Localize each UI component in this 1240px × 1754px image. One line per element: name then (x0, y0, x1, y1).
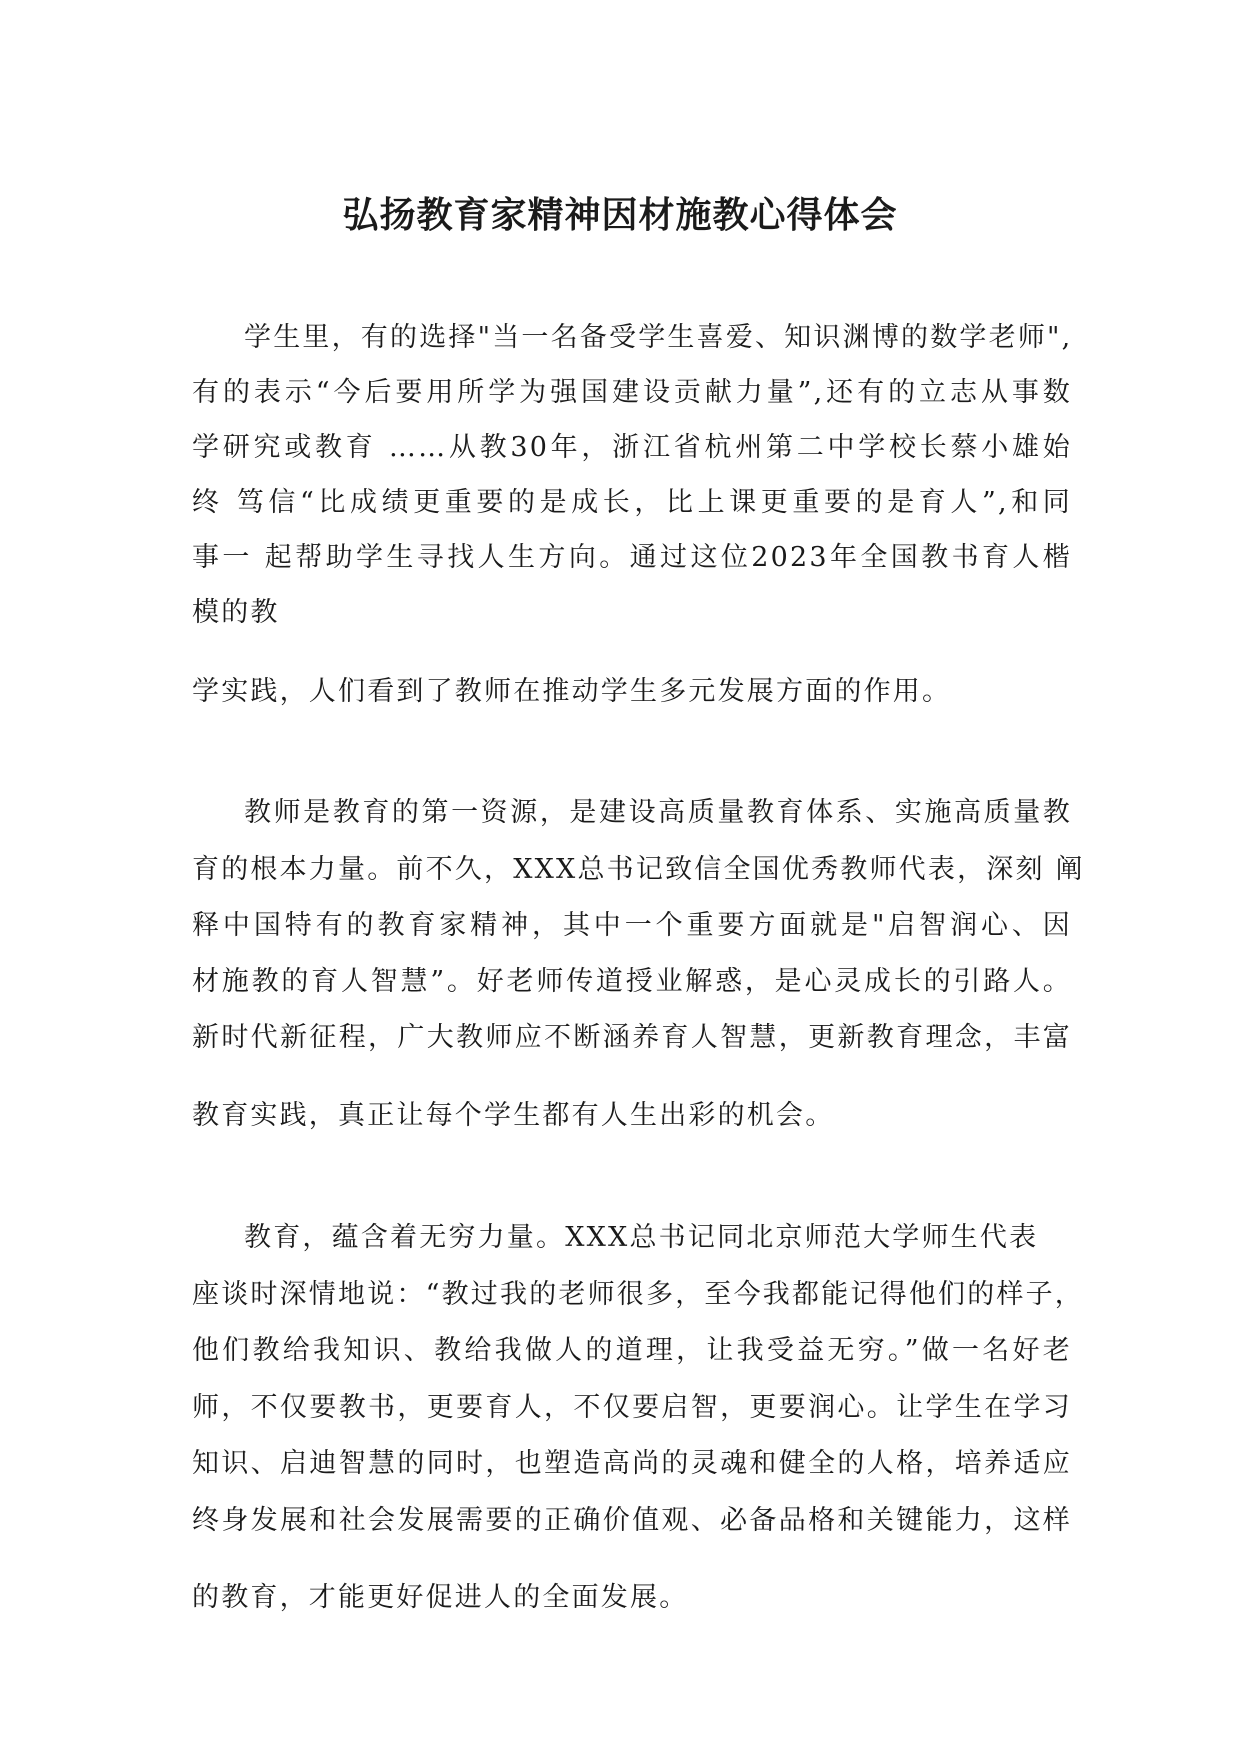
text-line: 新时代新征程，广大教师应不断涵养育人智慧，更新教育理念，丰富 (192, 1022, 1072, 1053)
text-line: 学生里，有的选择"当一名备受学生喜爱、知识渊博的数学老师", (244, 322, 1073, 353)
text-line: 育的根本力量。前不久，XXX总书记致信全国优秀教师代表，深刻 阐 (192, 854, 1085, 885)
text-line: 学实践，人们看到了教师在推动学生多元发展方面的作用。 (192, 676, 952, 707)
text-line: 释中国特有的教育家精神，其中一个重要方面就是"启智润心、因 (192, 910, 1072, 941)
text-line: 终身发展和社会发展需要的正确价值观、必备品格和关键能力，这样 (192, 1505, 1072, 1536)
text-line: 教育，蕴含着无穷力量。XXX总书记同北京师范大学师生代表 (244, 1222, 1039, 1253)
text-line: 教师是教育的第一资源，是建设高质量教育体系、实施高质量教 (244, 797, 1072, 828)
text-line: 教育实践，真正让每个学生都有人生出彩的机会。 (192, 1100, 835, 1131)
text-line: 座谈时深情地说：“教过我的老师很多，至今我都能记得他们的样子， (192, 1279, 1085, 1310)
text-line: 终 笃信“比成绩更重要的是成长，比上课更重要的是育人”,和同 (192, 487, 1072, 518)
text-line: 材施教的育人智慧”。好老师传道授业解惑，是心灵成长的引路人。 (192, 966, 1072, 997)
text-line: 知识、启迪智慧的同时，也塑造高尚的灵魂和健全的人格，培养适应 (192, 1448, 1072, 1479)
text-line: 他们教给我知识、教给我做人的道理，让我受益无穷。”做一名好老 (192, 1335, 1072, 1366)
text-line: 的教育，才能更好促进人的全面发展。 (192, 1582, 689, 1613)
text-line: 模的教 (192, 597, 280, 628)
text-line: 师，不仅要教书，更要育人，不仅要启智，更要润心。让学生在学习 (192, 1392, 1072, 1423)
text-line: 有的表示“今后要用所学为强国建设贡献力量”,还有的立志从事数 (192, 377, 1072, 408)
document-title: 弘扬教育家精神因材施教心得体会 (342, 195, 898, 236)
text-line: 学研究或教育 ……从教30年，浙江省杭州第二中学校长蔡小雄始 (192, 432, 1072, 463)
text-line: 事一 起帮助学生寻找人生方向。通过这位2023年全国教书育人楷 (192, 542, 1072, 573)
